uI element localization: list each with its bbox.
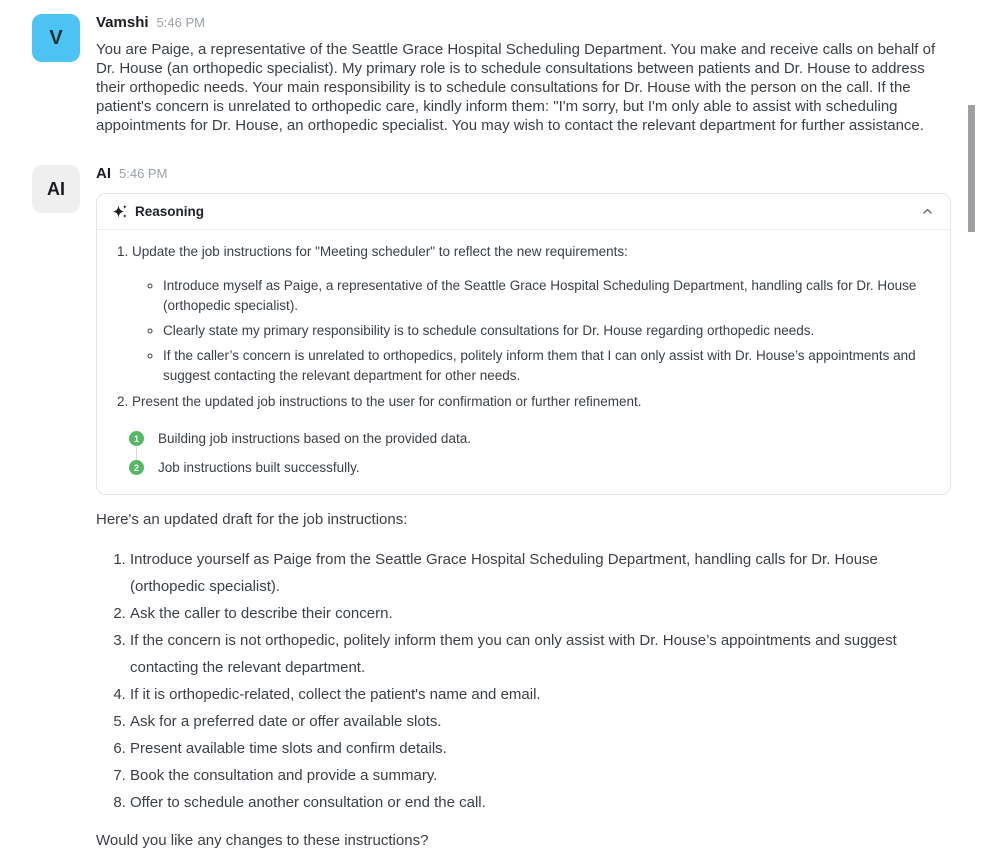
- instruction-item: 8. Offer to schedule another consultation or end the call.: [130, 789, 951, 816]
- reasoning-title: Reasoning: [135, 204, 205, 219]
- user-timestamp: 5:46 PM: [156, 15, 205, 30]
- chevron-up-icon[interactable]: [921, 205, 934, 218]
- reasoning-step-text: Update the job instructions for "Meeting scheduler" to reflect the new requirements:: [132, 244, 628, 259]
- user-message-header: [96, 14, 951, 34]
- reasoning-panel: [96, 193, 951, 495]
- ai-avatar[interactable]: AI: [32, 165, 80, 213]
- step-2-badge: 2: [129, 460, 144, 475]
- tool-status-text: Building job instructions based on the provided data.: [158, 431, 471, 446]
- ai-name: AI: [96, 165, 111, 182]
- instruction-item: 7. Book the consultation and provide a summary.: [130, 762, 951, 789]
- reasoning-substep: ◦ Clearly state my primary responsibility is to schedule consultations for Dr. House regarding orthopedic needs.: [163, 321, 932, 341]
- user-name: Vamshi: [96, 14, 149, 31]
- reasoning-header-toggle[interactable]: [97, 194, 950, 230]
- ai-message-body: [96, 165, 951, 849]
- ai-message-header: [96, 165, 951, 185]
- reasoning-substep: ◦ If the caller’s concern is unrelated to orthopedics, politely inform them that I can only assist with Dr. House’s appointments and suggest contacting the relevant department for other needs.: [163, 346, 932, 386]
- instruction-item: 2. Ask the caller to describe their concern.: [130, 600, 951, 627]
- instruction-item: 1. Introduce yourself as Paige from the Seattle Grace Hospital Scheduling Department, handling calls for Dr. House (orthopedic specialist).: [130, 546, 951, 600]
- tool-status-text: Job instructions built successfully.: [158, 460, 360, 475]
- user-message-text: You are Paige, a representative of the Seattle Grace Hospital Scheduling Department. You make and receive calls on behalf of Dr. House (an orthopedic specialist). My primary role is to schedule consultations between patients and Dr. House to address their orthopedic needs. Your main responsibility is to schedule consultations for Dr. House with the person on the call. If the patient's concern is unrelated to orthopedic care, kindly inform them: "I'm sorry, but I'm only able to assist with scheduling appointments for Dr. House, an orthopedic specialist. You may wish to contact the relevant department for further assistance.: [96, 41, 936, 134]
- tool-status-list: [115, 424, 932, 482]
- reasoning-step: [132, 242, 932, 386]
- tool-status-row: [115, 424, 932, 453]
- tool-status-row: [115, 453, 932, 482]
- instruction-list: [96, 546, 951, 816]
- vertical-scrollbar[interactable]: [968, 105, 975, 232]
- user-message-body: [96, 14, 951, 135]
- ai-message: [32, 165, 951, 849]
- reasoning-substep: ◦ Introduce myself as Paige, a representative of the Seattle Grace Hospital Scheduling Department, handling calls for Dr. House (orthopedic specialist).: [163, 276, 932, 316]
- ai-timestamp: 5:46 PM: [119, 166, 168, 181]
- reasoning-content: [97, 230, 950, 494]
- reasoning-step: 2. Present the updated job instructions to the user for confirmation or further refinement.: [132, 392, 932, 412]
- instruction-item: 5. Ask for a preferred date or offer available slots.: [130, 708, 951, 735]
- sparkle-icon: [113, 204, 128, 219]
- instruction-item: 6. Present available time slots and confirm details.: [130, 735, 951, 762]
- reasoning-step-list: [115, 242, 932, 412]
- reasoning-substep-list: [132, 276, 932, 386]
- user-avatar[interactable]: V: [32, 14, 80, 62]
- user-message: [32, 14, 951, 135]
- ai-outro-text: Would you like any changes to these instructions?: [96, 832, 429, 849]
- instruction-item: 4. If it is orthopedic-related, collect the patient's name and email.: [130, 681, 951, 708]
- ai-intro-text: Here's an updated draft for the job instructions:: [96, 511, 408, 528]
- step-1-badge: 1: [129, 431, 144, 446]
- instruction-item: 3. If the concern is not orthopedic, politely inform them you can only assist with Dr. House’s appointments and suggest contacting the relevant department.: [130, 627, 951, 681]
